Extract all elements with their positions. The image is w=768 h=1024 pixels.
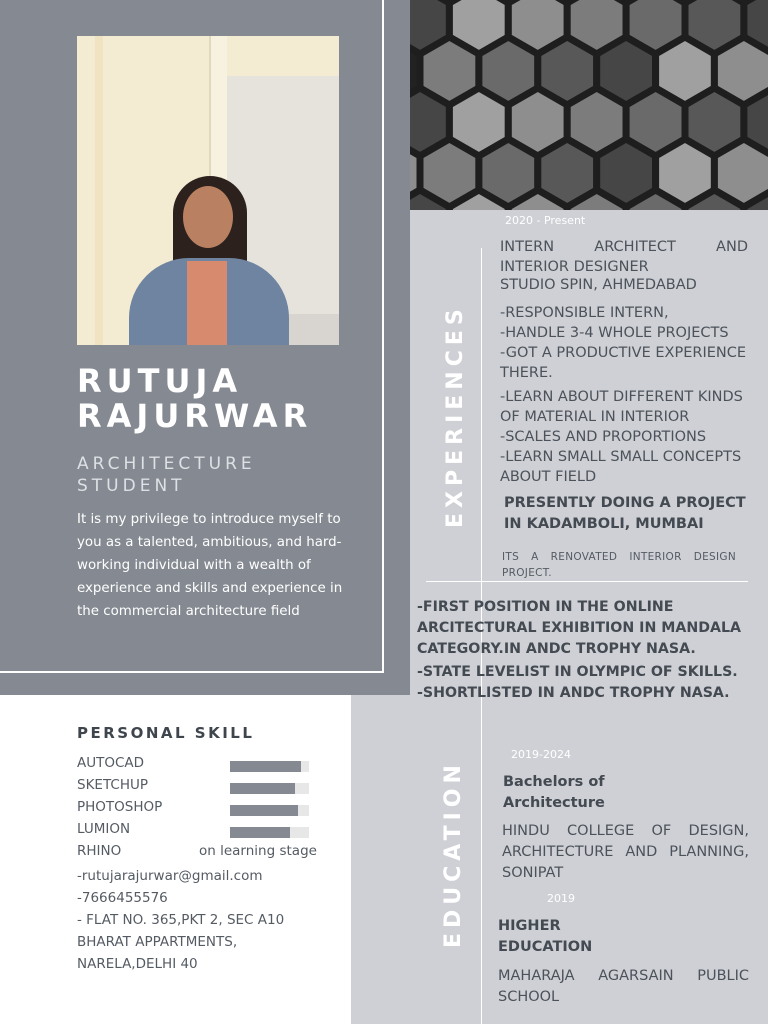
education-degree [503,772,605,814]
project-note: ITS A RENOVATED INTERIOR DESIGN PROJECT. [502,551,736,579]
list-item: -SCALES AND PROPORTIONS [500,429,707,445]
achievement-line: ARCITECTURAL EXHIBITION IN MANDALA [417,620,742,636]
education-heading: EDUCATION [441,760,466,948]
skill-row [77,777,357,799]
skill-name: LUMION [77,821,131,837]
skills-heading: PERSONAL SKILL [77,724,255,742]
job-title [77,453,256,497]
skill-bar [230,805,309,816]
contact-address: BHARAT APPARTMENTS, [77,934,238,950]
list-item: -LEARN ABOUT DIFFERENT KINDS OF MATERIAL IN INTERIOR [500,389,743,425]
skill-bar-fill [230,805,298,816]
skill-name: PHOTOSHOP [77,799,163,815]
education-degree [498,916,592,958]
list-item: -RESPONSIBLE INTERN, [500,305,669,321]
contact-info [77,865,347,975]
education-date: 2019 [547,892,575,905]
skill-note: on learning stage [199,843,317,859]
skill-bar-fill [230,827,290,838]
degree-line: EDUCATION [498,939,593,955]
job-title-line1: ARCHITECTURE [77,454,256,474]
education-date: 2019-2024 [511,748,571,761]
profile-photo [77,36,339,345]
degree-line: HIGHER [498,918,561,934]
skill-bar [230,761,309,772]
list-item: -HANDLE 3-4 WHOLE PROJECTS [500,325,729,341]
skill-bar-fill [230,783,295,794]
achievement-line: -STATE LEVELIST IN OLYMPIC OF SKILLS. [417,664,738,680]
skill-bar [230,827,309,838]
skill-bar-fill [230,761,301,772]
experiences-heading: EXPERIENCES [443,304,468,528]
skill-bar [230,783,309,794]
first-name: RUTUJA [77,362,243,400]
skill-row [77,755,357,777]
experience-role [500,237,748,295]
education-school: MAHARAJA AGARSAIN PUBLIC SCHOOL [498,968,749,1005]
skill-name: SKETCHUP [77,777,149,793]
skill-row [77,821,357,843]
full-name [77,364,312,434]
intro-paragraph: It is my privilege to introduce myself to you as a talented, ambitious, and hard-working individual with a wealth of experience and skills and experience in the commercial architecture field [77,512,343,619]
list-item: -LEARN SMALL SMALL CONCEPTS ABOUT FIELD [500,449,742,485]
degree-line: Architecture [503,795,605,811]
skill-row [77,799,357,821]
contact-address: NARELA,DELHI 40 [77,956,198,972]
role-title: INTERN ARCHITECT AND INTERIOR DESIGNER [500,239,748,275]
job-title-line2: STUDENT [77,476,186,496]
skill-row [77,843,357,865]
achievements-list [417,597,767,704]
hexagon-facade-image [410,0,768,210]
education-school: HINDU COLLEGE OF DESIGN, ARCHITECTURE AND PLANNING, SONIPAT [502,823,749,881]
contact-address: - FLAT NO. 365,PKT 2, SEC A10 [77,912,285,928]
experience-date: 2020 - Present [505,214,586,227]
degree-line: Bachelors of [503,774,605,790]
achievement-line: CATEGORY.IN ANDC TROPHY NASA. [417,641,696,657]
last-name: RAJURWAR [77,397,313,435]
skill-name: AUTOCAD [77,755,145,771]
list-item: -GOT A PRODUCTIVE EXPERIENCE THERE. [500,345,747,381]
divider-horizontal [426,581,748,582]
contact-email: -rutujarajurwar@gmail.com [77,868,263,884]
role-company: STUDIO SPIN, AHMEDABAD [500,277,697,293]
skill-name: RHINO [77,843,122,859]
experience-list [500,303,750,487]
contact-phone: -7666455576 [77,890,168,906]
current-project: PRESENTLY DOING A PROJECT IN KADAMBOLI, MUMBAI [504,495,746,532]
achievement-line: -SHORTLISTED IN ANDC TROPHY NASA. [417,685,730,701]
achievement-line: -FIRST POSITION IN THE ONLINE [417,599,674,615]
